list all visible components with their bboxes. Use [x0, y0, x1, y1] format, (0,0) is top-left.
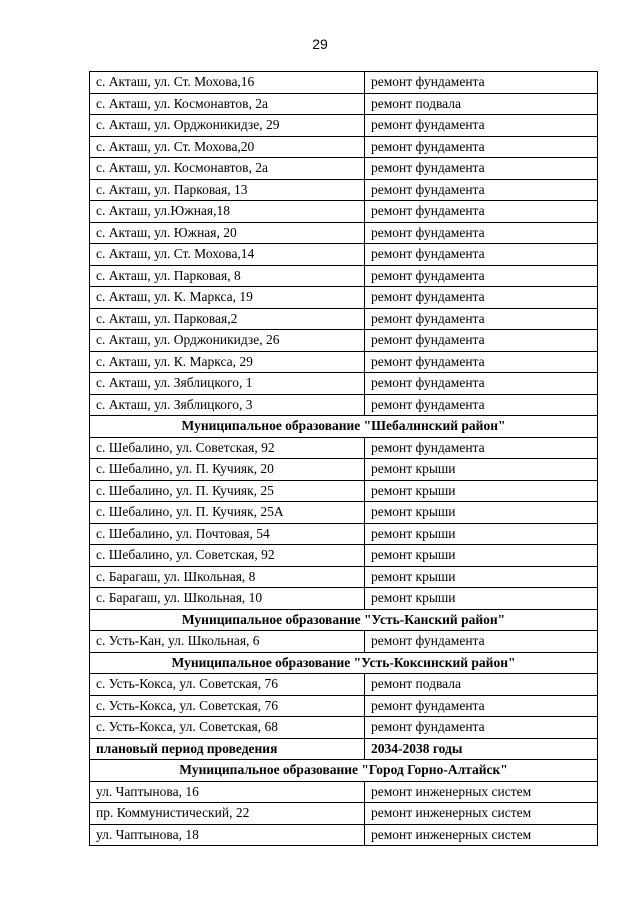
- address-cell: с. Акташ, ул. Космонавтов, 2а: [90, 93, 365, 115]
- address-cell: с. Шебалино, ул. Советская, 92: [90, 437, 365, 459]
- table-row: [90, 803, 598, 825]
- table-row: [90, 674, 598, 696]
- work-type-cell: ремонт крыши: [365, 523, 598, 545]
- table-row: [90, 781, 598, 803]
- table-row: [90, 93, 598, 115]
- table-row: [90, 115, 598, 137]
- work-type-cell: ремонт фундамента: [365, 437, 598, 459]
- address-cell: с. Акташ, ул. Зяблицкого, 3: [90, 394, 365, 416]
- table-row: [90, 351, 598, 373]
- work-type-cell: ремонт фундамента: [365, 308, 598, 330]
- work-type-cell: ремонт инженерных систем: [365, 803, 598, 825]
- table-row: [90, 201, 598, 223]
- address-cell: с. Акташ, ул.Южная,18: [90, 201, 365, 223]
- section-header-row: [90, 609, 598, 631]
- work-type-cell: ремонт крыши: [365, 480, 598, 502]
- address-cell: пр. Коммунистический, 22: [90, 803, 365, 825]
- work-type-cell: ремонт крыши: [365, 588, 598, 610]
- page-number: 29: [312, 36, 328, 52]
- work-type-cell: ремонт фундамента: [365, 136, 598, 158]
- work-type-cell: ремонт крыши: [365, 502, 598, 524]
- table-row: [90, 394, 598, 416]
- address-cell: с. Акташ, ул. Зяблицкого, 1: [90, 373, 365, 395]
- table-row: [90, 158, 598, 180]
- work-type-cell: ремонт фундамента: [365, 695, 598, 717]
- address-cell: с. Барагаш, ул. Школьная, 8: [90, 566, 365, 588]
- work-type-cell: ремонт фундамента: [365, 330, 598, 352]
- address-cell: с. Усть-Кокса, ул. Советская, 68: [90, 717, 365, 739]
- section-header-row: [90, 760, 598, 782]
- address-cell: с. Шебалино, ул. П. Кучияк, 20: [90, 459, 365, 481]
- address-cell: с. Акташ, ул. Ст. Мохова,20: [90, 136, 365, 158]
- section-header-row: [90, 416, 598, 438]
- work-type-cell: ремонт фундамента: [365, 373, 598, 395]
- table-row: [90, 287, 598, 309]
- work-type-cell: ремонт фундамента: [365, 201, 598, 223]
- address-cell: плановый период проведения: [90, 738, 365, 760]
- address-cell: с. Акташ, ул. Ст. Мохова,14: [90, 244, 365, 266]
- work-type-cell: ремонт крыши: [365, 566, 598, 588]
- work-type-cell: ремонт фундамента: [365, 179, 598, 201]
- address-cell: с. Шебалино, ул. П. Кучияк, 25: [90, 480, 365, 502]
- work-type-cell: 2034-2038 годы: [365, 738, 598, 760]
- address-cell: с. Барагаш, ул. Школьная, 10: [90, 588, 365, 610]
- work-type-cell: ремонт фундамента: [365, 115, 598, 137]
- address-cell: с. Акташ, ул. Парковая, 8: [90, 265, 365, 287]
- table-row: [90, 545, 598, 567]
- address-cell: с. Акташ, ул. Космонавтов, 2а: [90, 158, 365, 180]
- section-header: Муниципальное образование "Усть-Канский район": [90, 609, 598, 631]
- address-cell: с. Шебалино, ул. Советская, 92: [90, 545, 365, 567]
- table-row: [90, 265, 598, 287]
- address-cell: с. Акташ, ул. К. Маркса, 29: [90, 351, 365, 373]
- work-type-cell: ремонт фундамента: [365, 287, 598, 309]
- table-row: [90, 136, 598, 158]
- work-type-cell: ремонт крыши: [365, 459, 598, 481]
- address-cell: с. Шебалино, ул. П. Кучияк, 25А: [90, 502, 365, 524]
- table-row: [90, 588, 598, 610]
- table-row: [90, 179, 598, 201]
- table-row: [90, 566, 598, 588]
- table-row: [90, 244, 598, 266]
- address-cell: с. Усть-Кан, ул. Школьная, 6: [90, 631, 365, 653]
- address-cell: с. Акташ, ул. Орджоникидзе, 26: [90, 330, 365, 352]
- address-cell: с. Акташ, ул. Парковая, 13: [90, 179, 365, 201]
- address-cell: с. Акташ, ул. Ст. Мохова,16: [90, 72, 365, 94]
- work-type-cell: ремонт фундамента: [365, 351, 598, 373]
- work-type-cell: ремонт инженерных систем: [365, 824, 598, 846]
- address-cell: с. Усть-Кокса, ул. Советская, 76: [90, 674, 365, 696]
- table-row: [90, 502, 598, 524]
- address-cell: с. Усть-Кокса, ул. Советская, 76: [90, 695, 365, 717]
- table-row: [90, 824, 598, 846]
- table-row: [90, 631, 598, 653]
- work-type-cell: ремонт фундамента: [365, 222, 598, 244]
- section-header-row: [90, 652, 598, 674]
- table-row: [90, 373, 598, 395]
- work-type-cell: ремонт фундамента: [365, 717, 598, 739]
- address-cell: с. Шебалино, ул. Почтовая, 54: [90, 523, 365, 545]
- repair-schedule-table: [89, 71, 598, 846]
- work-type-cell: ремонт крыши: [365, 545, 598, 567]
- address-cell: ул. Чаптынова, 16: [90, 781, 365, 803]
- address-cell: с. Акташ, ул. К. Маркса, 19: [90, 287, 365, 309]
- table-row: [90, 308, 598, 330]
- work-type-cell: ремонт фундамента: [365, 158, 598, 180]
- address-cell: ул. Чаптынова, 18: [90, 824, 365, 846]
- address-cell: с. Акташ, ул. Орджоникидзе, 29: [90, 115, 365, 137]
- section-header: Муниципальное образование "Шебалинский район": [90, 416, 598, 438]
- section-header: Муниципальное образование "Усть-Коксинский район": [90, 652, 598, 674]
- section-header: Муниципальное образование "Город Горно-Алтайск": [90, 760, 598, 782]
- table-row: [90, 437, 598, 459]
- work-type-cell: ремонт фундамента: [365, 631, 598, 653]
- work-type-cell: ремонт фундамента: [365, 394, 598, 416]
- address-cell: с. Акташ, ул. Парковая,2: [90, 308, 365, 330]
- table-row: [90, 523, 598, 545]
- period-row: [90, 738, 598, 760]
- work-type-cell: ремонт инженерных систем: [365, 781, 598, 803]
- table-row: [90, 72, 598, 94]
- work-type-cell: ремонт подвала: [365, 93, 598, 115]
- table-body: [90, 72, 598, 846]
- table-row: [90, 330, 598, 352]
- table-row: [90, 480, 598, 502]
- work-type-cell: ремонт фундамента: [365, 244, 598, 266]
- work-type-cell: ремонт фундамента: [365, 265, 598, 287]
- table-row: [90, 459, 598, 481]
- address-cell: с. Акташ, ул. Южная, 20: [90, 222, 365, 244]
- table-row: [90, 222, 598, 244]
- work-type-cell: ремонт подвала: [365, 674, 598, 696]
- table-row: [90, 695, 598, 717]
- work-type-cell: ремонт фундамента: [365, 72, 598, 94]
- table-row: [90, 717, 598, 739]
